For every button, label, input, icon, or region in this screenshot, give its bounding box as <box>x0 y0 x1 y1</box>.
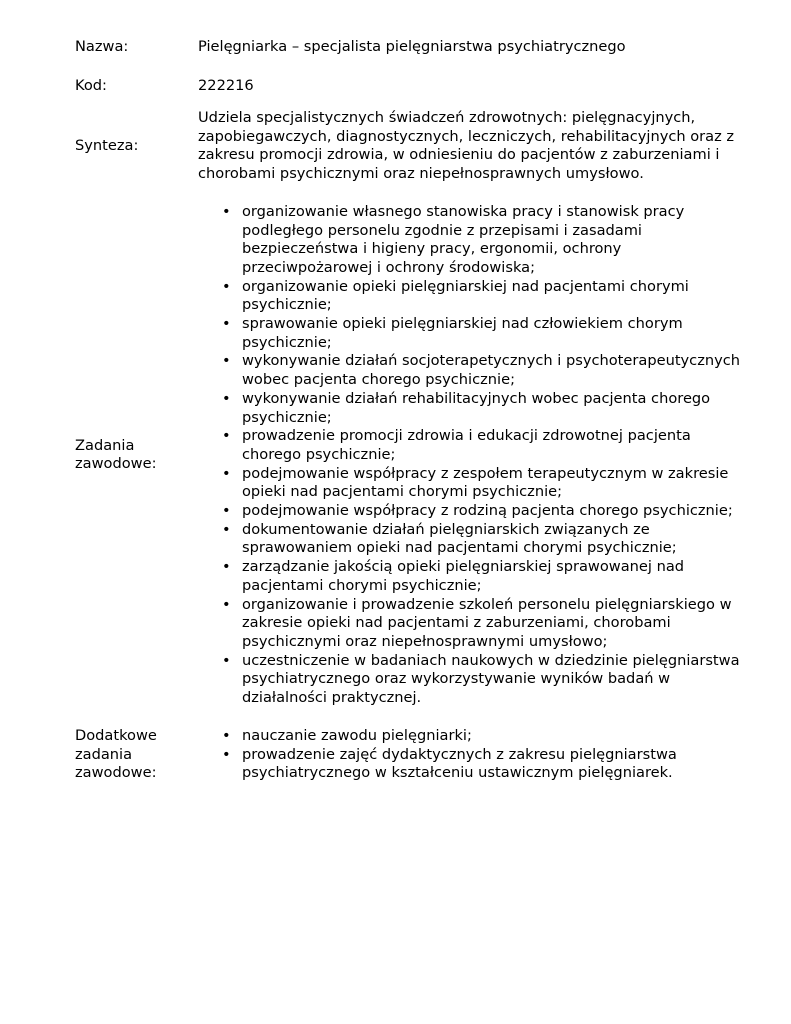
tasks-content <box>198 203 755 708</box>
additional-tasks-list <box>198 727 747 783</box>
list-item: • organizowanie opieki pielęgniarskiej nad pacjentami chorymi psychicznie; <box>242 278 747 315</box>
synthesis-label: Synteza: <box>75 137 139 155</box>
list-item: • organizowanie i prowadzenie szkoleń personelu pielęgniarskiego w zakresie opieki nad pacjentami z zaburzeniami, chorobami psychicznymi oraz niepełnosprawnymi umysłowo; <box>242 596 747 652</box>
code-row <box>75 77 755 96</box>
tasks-label: Zadania zawodowe: <box>75 436 157 473</box>
name-label: Nazwa: <box>75 38 129 56</box>
list-item: • wykonywanie działań rehabilitacyjnych wobec pacjenta chorego psychicznie; <box>242 390 747 427</box>
additional-tasks-row <box>75 727 755 783</box>
list-item: • prowadzenie promocji zdrowia i edukacji zdrowotnej pacjenta chorego psychicznie; <box>242 427 747 464</box>
code-value: 222216 <box>198 77 254 95</box>
list-item: • organizowanie własnego stanowiska pracy i stanowisk pracy podległego personelu zgodnie z przepisami i zasadami bezpieczeństwa i higieny pracy, ergonomii, ochrony przeciwpożarowej i ochrony środowiska; <box>242 203 747 278</box>
synthesis-row <box>75 109 755 184</box>
list-item: • sprawowanie opieki pielęgniarskiej nad człowiekiem chorym psychicznie; <box>242 315 747 352</box>
list-item: • nauczanie zawodu pielęgniarki; <box>242 727 747 746</box>
list-item: • zarządzanie jakością opieki pielęgniarskiej sprawowanej nad pacjentami chorymi psychicznie; <box>242 558 747 595</box>
list-item: • podejmowanie współpracy z rodziną pacjenta chorego psychicznie; <box>242 502 747 521</box>
list-item: • podejmowanie współpracy z zespołem terapeutycznym w zakresie opieki nad pacjentami chorymi psychicznie; <box>242 465 747 502</box>
tasks-row <box>75 203 755 708</box>
additional-tasks-label: Dodatkowe zadania zawodowe: <box>75 726 157 782</box>
code-label: Kod: <box>75 77 107 95</box>
list-item: • uczestniczenie w badaniach naukowych w dziedzinie pielęgniarstwa psychiatrycznego oraz wykorzystywanie wyników badań w działalności praktycznej. <box>242 652 747 708</box>
synthesis-text: Udziela specjalistycznych świadczeń zdrowotnych: pielęgnacyjnych, zapobiegawczych, diagnostycznych, leczniczych, rehabilitacyjnych oraz z zakresu promocji zdrowia, w odniesieniu do pacjentów z zaburzeniami i chorobami psychicznymi oraz niepełnosprawnych umysłowo. <box>198 109 735 183</box>
occupation-description <box>75 38 755 783</box>
list-item: • wykonywanie działań socjoterapetycznych i psychoterapeutycznych wobec pacjenta chorego psychicznie; <box>242 352 747 389</box>
name-row <box>75 38 755 57</box>
additional-tasks-content <box>198 727 755 783</box>
name-value: Pielęgniarka – specjalista pielęgniarstwa psychiatrycznego <box>198 38 626 56</box>
list-item: • prowadzenie zajęć dydaktycznych z zakresu pielęgniarstwa psychiatrycznego w kształceniu ustawicznym pielęgniarek. <box>242 746 747 783</box>
tasks-list <box>198 203 747 708</box>
list-item: • dokumentowanie działań pielęgniarskich związanych ze sprawowaniem opieki nad pacjentami chorymi psychicznie; <box>242 521 747 558</box>
